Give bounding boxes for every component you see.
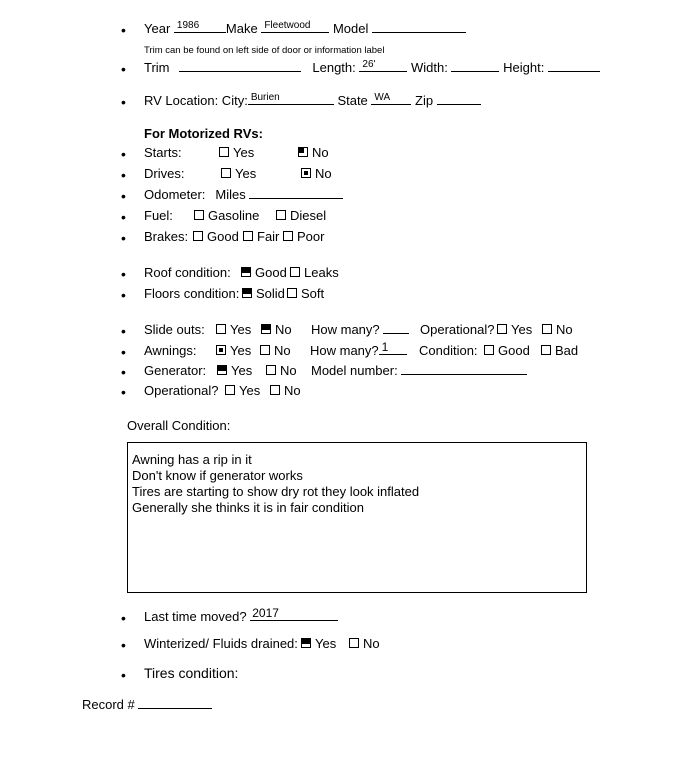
option-label: No	[274, 343, 291, 358]
roof-label: Roof condition:	[144, 265, 231, 280]
awnings-count-value: 1	[381, 340, 389, 354]
option-label: Good	[255, 265, 287, 280]
record-label: Record #	[82, 697, 135, 712]
checkbox-checked[interactable]	[216, 345, 226, 355]
last-moved-value: 2017	[252, 606, 279, 620]
checkbox[interactable]	[243, 231, 253, 241]
checkbox-checked[interactable]	[301, 168, 311, 178]
generator-model-field[interactable]	[401, 363, 527, 375]
overall-line: Awning has a rip in it	[132, 452, 252, 467]
option-label: Yes	[233, 145, 255, 160]
awnings-condition-label: Condition:	[419, 343, 478, 358]
length-label: Length:	[312, 60, 356, 75]
checkbox[interactable]	[287, 288, 297, 298]
state-label: State	[337, 93, 368, 108]
option-label: No	[284, 383, 301, 398]
checkbox[interactable]	[216, 324, 226, 334]
state-value: WA	[374, 92, 391, 103]
checkbox[interactable]	[484, 345, 494, 355]
starts-no-option[interactable]	[298, 145, 329, 160]
year-field[interactable]	[174, 21, 226, 33]
checkbox[interactable]	[283, 231, 293, 241]
checkbox-checked[interactable]	[298, 147, 308, 157]
slide-op-yes-option[interactable]	[497, 322, 532, 337]
zip-field[interactable]	[437, 93, 481, 105]
height-label: Height:	[503, 60, 545, 75]
winterized-label: Winterized/ Fluids drained:	[144, 636, 298, 651]
bullet: •	[121, 637, 126, 653]
option-label: Yes	[230, 343, 252, 358]
checkbox-checked[interactable]	[242, 288, 252, 298]
bullet: •	[121, 167, 126, 183]
option-label: Solid	[256, 286, 285, 301]
awnings-good-option[interactable]	[484, 343, 530, 358]
checkbox[interactable]	[349, 638, 359, 648]
gen-operational-label: Operational?	[144, 383, 219, 398]
model-field[interactable]	[372, 21, 466, 33]
bullet: •	[121, 266, 126, 282]
vehicle-row	[144, 21, 466, 36]
checkbox[interactable]	[221, 168, 231, 178]
checkbox[interactable]	[219, 147, 229, 157]
option-label: Yes	[239, 383, 261, 398]
overall-line: Tires are starting to show dry rot they look inflated	[132, 484, 420, 499]
awnings-no-option[interactable]	[260, 343, 291, 358]
option-label: No	[275, 322, 292, 337]
bullet: •	[121, 209, 126, 225]
option-label: Poor	[297, 229, 325, 244]
option-label: Yes	[511, 322, 533, 337]
option-label: No	[363, 636, 380, 651]
bullet: •	[121, 364, 126, 380]
bullet: •	[121, 384, 126, 400]
generator-label: Generator:	[144, 363, 207, 378]
roof-leaks-option[interactable]	[290, 265, 339, 280]
slide-outs-label: Slide outs:	[144, 322, 205, 337]
last-moved-label: Last time moved?	[144, 609, 247, 624]
zip-label: Zip	[415, 93, 434, 108]
checkbox-checked[interactable]	[261, 324, 271, 334]
awnings-how-many	[310, 340, 407, 358]
awnings-yes-option[interactable]	[216, 343, 251, 358]
miles-field[interactable]	[249, 187, 343, 199]
slide-how-many	[311, 322, 409, 337]
bullet: •	[121, 610, 126, 626]
last-moved-field[interactable]	[250, 606, 338, 621]
checkbox-checked[interactable]	[217, 365, 227, 375]
option-label: Leaks	[304, 265, 339, 280]
checkbox[interactable]	[276, 210, 286, 220]
city-label: RV Location: City:	[144, 93, 248, 108]
slide-operational-label: Operational?	[420, 322, 495, 337]
model-label: Model	[332, 21, 369, 36]
width-label: Width:	[411, 60, 448, 75]
brakes-fair-option[interactable]	[243, 229, 279, 244]
tires-condition-label: Tires condition:	[144, 665, 239, 681]
trim-field[interactable]	[179, 60, 301, 72]
overall-condition-label: Overall Condition:	[127, 418, 231, 433]
width-field[interactable]	[451, 60, 499, 72]
dimensions-row	[144, 60, 600, 75]
option-label: Good	[207, 229, 239, 244]
floors-label: Floors condition:	[144, 286, 240, 301]
bullet: •	[121, 61, 126, 77]
option-label: Yes	[231, 363, 253, 378]
generator-no-option[interactable]	[266, 363, 297, 378]
starts-yes-option[interactable]	[219, 145, 254, 160]
record-row	[82, 697, 212, 712]
checkbox[interactable]	[542, 324, 552, 334]
checkbox-checked[interactable]	[241, 267, 251, 277]
checkbox[interactable]	[193, 231, 203, 241]
bullet: •	[121, 344, 126, 360]
trim-note: Trim can be found on left side of door or information label	[144, 45, 385, 56]
option-label: No	[280, 363, 297, 378]
year-value: 1986	[176, 20, 200, 31]
bullet: •	[121, 22, 126, 38]
overall-condition-textarea[interactable]	[127, 442, 587, 593]
odometer-label: Odometer:	[144, 187, 206, 202]
generator-model	[311, 363, 527, 378]
fuel-label: Fuel:	[144, 208, 173, 223]
option-label: No	[312, 145, 329, 160]
fuel-gasoline-option[interactable]	[194, 208, 259, 223]
option-label: No	[556, 322, 573, 337]
option-label: Good	[498, 343, 530, 358]
option-label: Bad	[555, 343, 579, 358]
winterized-yes-option[interactable]	[301, 636, 336, 651]
checkbox[interactable]	[225, 385, 235, 395]
checkbox[interactable]	[270, 385, 280, 395]
starts-label: Starts:	[144, 145, 182, 160]
city-value: Burien	[250, 92, 280, 103]
checkbox[interactable]	[290, 267, 300, 277]
how-many-label: How many?	[310, 343, 379, 358]
winterized-no-option[interactable]	[349, 636, 380, 651]
floors-solid-option[interactable]	[242, 286, 285, 301]
bullet: •	[121, 323, 126, 339]
brakes-label: Brakes:	[144, 229, 189, 244]
make-label: Make	[225, 21, 258, 36]
slide-no-option[interactable]	[261, 322, 292, 337]
record-field[interactable]	[138, 697, 212, 709]
bullet: •	[121, 230, 126, 246]
roof-good-option[interactable]	[241, 265, 287, 280]
bullet: •	[121, 94, 126, 110]
option-label: Yes	[315, 636, 337, 651]
checkbox[interactable]	[266, 365, 276, 375]
motorized-heading: For Motorized RVs:	[144, 126, 263, 141]
drives-no-option[interactable]	[301, 166, 332, 181]
checkbox[interactable]	[541, 345, 551, 355]
overall-line: Don't know if generator works	[132, 468, 303, 483]
option-label: Diesel	[290, 208, 327, 223]
drives-label: Drives:	[144, 166, 185, 181]
option-label: Yes	[230, 322, 252, 337]
brakes-poor-option[interactable]	[283, 229, 324, 244]
brakes-good-option[interactable]	[193, 229, 239, 244]
gen-op-no-option[interactable]	[270, 383, 301, 398]
floors-soft-option[interactable]	[287, 286, 324, 301]
location-row	[144, 93, 481, 108]
bullet: •	[121, 287, 126, 303]
make-field[interactable]	[261, 21, 329, 33]
awnings-bad-option[interactable]	[541, 343, 578, 358]
option-label: Fair	[257, 229, 280, 244]
slide-count-field[interactable]	[383, 322, 409, 334]
drives-yes-option[interactable]	[221, 166, 256, 181]
length-field[interactable]	[359, 60, 407, 72]
length-value: 26'	[362, 59, 376, 70]
checkbox[interactable]	[260, 345, 270, 355]
generator-yes-option[interactable]	[217, 363, 252, 378]
year-label: Year	[144, 21, 171, 36]
overall-line: Generally she thinks it is in fair condition	[132, 500, 364, 515]
slide-op-no-option[interactable]	[542, 322, 573, 337]
option-label: Soft	[301, 286, 325, 301]
state-field[interactable]	[371, 93, 411, 105]
slide-yes-option[interactable]	[216, 322, 251, 337]
awnings-count-field[interactable]	[379, 340, 407, 355]
checkbox[interactable]	[194, 210, 204, 220]
how-many-label: How many?	[311, 322, 380, 337]
bullet: •	[121, 146, 126, 162]
gen-op-yes-option[interactable]	[225, 383, 260, 398]
checkbox[interactable]	[497, 324, 507, 334]
miles-label: Miles	[215, 187, 246, 202]
checkbox-checked[interactable]	[301, 638, 311, 648]
awnings-label: Awnings:	[144, 343, 197, 358]
make-value: Fleetwood	[264, 20, 311, 31]
trim-label: Trim	[144, 60, 170, 75]
option-label: Yes	[235, 166, 257, 181]
option-label: No	[315, 166, 332, 181]
height-field[interactable]	[548, 60, 600, 72]
option-label: Gasoline	[208, 208, 260, 223]
city-field[interactable]	[248, 93, 334, 105]
odometer-row	[144, 187, 343, 202]
last-moved-row	[144, 606, 338, 624]
fuel-diesel-option[interactable]	[276, 208, 326, 223]
model-number-label: Model number:	[311, 363, 398, 378]
bullet: •	[121, 667, 126, 683]
bullet: •	[121, 188, 126, 204]
